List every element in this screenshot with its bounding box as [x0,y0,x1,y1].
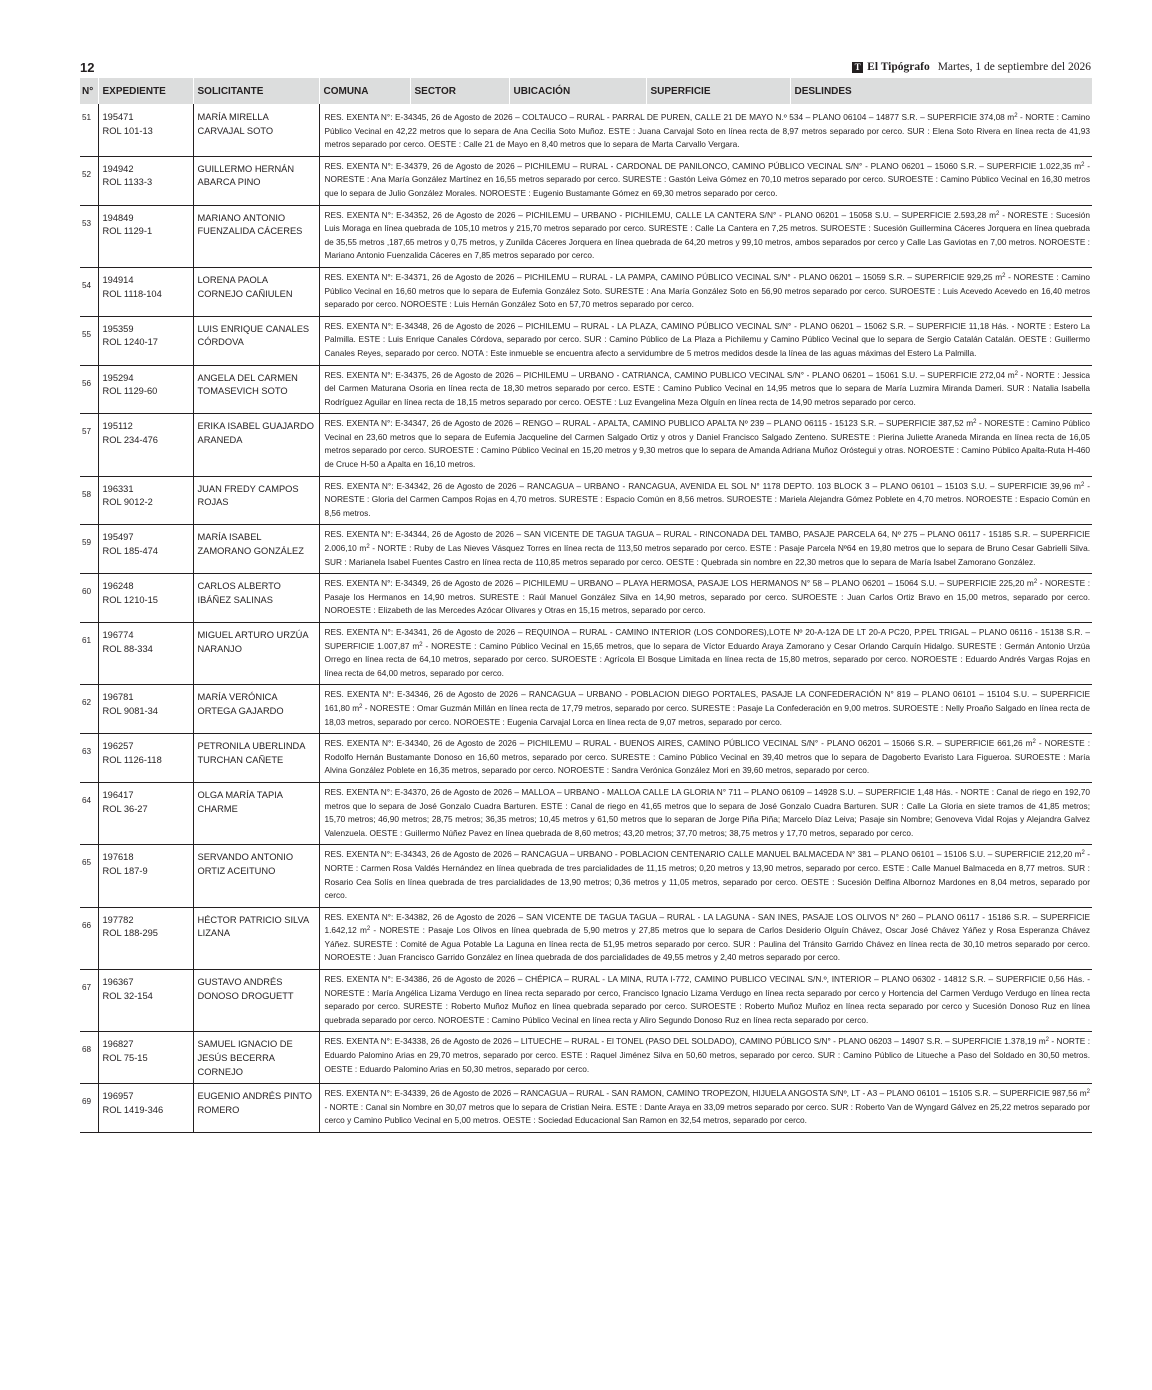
row-solicitante-text: SAMUEL IGNACIO DE JESÚS BECERRA CORNEJO [197,1039,293,1077]
row-number [80,623,98,685]
row-number-text: 54 [82,280,92,290]
row-solicitante-text: SERVANDO ANTONIO ORTIZ ACEITUNO [197,852,294,876]
row-expediente-text: 195112 [102,421,133,432]
row-solicitante-text: MARÍA VERÓNICA ORTEGA GAJARDO [197,692,284,716]
row-resolution-text [319,414,1092,476]
row-resolution-text [319,623,1092,685]
row-number-text: 65 [82,858,92,868]
row-expediente-text: ROL 9081-34 [102,705,158,716]
table-row [80,1084,1092,1133]
row-expediente-text: ROL 36-27 [102,803,148,814]
row-solicitante [193,104,319,156]
row-resolution-text [319,845,1092,907]
row-solicitante-text: ANGELA DEL CARMEN TOMASEVICH SOTO [197,372,298,397]
row-resolution-text-text: RES. EXENTA N°: E-34352, 26 de Agosto de 2026 – PICHILEMU – URBANO - PICHILEMU, CALLE LA CANTERA S/N° - PLANO 06201 – 15058 S.U. – SUPERFICIE 2.593,28 $m^2$ - NORESTE : Sucesión Luis Moraga en línea quebrada de 105,10 metros y 215,70 metros separado por cerco. SURESTE : Calle La Cantera en 7,25 metros. SUROESTE : Sucesión Guillermina Cáceres Jorquera en línea quebrada de 35,55 metros ,187,65 metros y 0,75 metros, y Zunilda Cáceres Jorquera en línea quebrada de 64,20 metros y 99,10 metros, ambos separados por cerco y Calle Las Gaviotas en 7,00 metros. NOROESTE : Mariano Antonio Fuenzalida Cáceres en 7,85 metros separado por cerco. [324,209,1090,261]
row-expediente-text: 197618 [102,852,134,863]
row-resolution-text-text: RES. EXENTA N°: E-34375, 26 de Agosto de 2026 – PICHILEMU – URBANO - CATRIANCA, CAMINO PUBLICO VECINAL S/N° - PLANO 06201 – 15061 S.U. – SUPERFICIE 272,04 $m^2$ - NORTE : Jessica del Carmen Maturana Osoria en línea recta de 18,30 metros separado por cerco. ESTE : Camino Publico Vecinal en 14,95 metros que lo separa de María Luzmira Miranda Dameri. SUR : Natalia Isabella Rodríguez Aguilar en línea recta de 18,15 metros separado por cerco. OESTE : Luz Evangelina Meza Olguín en línea recta de 14,90 metros separado por cerco. [324,369,1091,407]
row-expediente-text: 194849 [102,212,134,223]
row-solicitante-text: HÉCTOR PATRICIO SILVA LIZANA [197,914,309,939]
row-resolution-text [319,1084,1092,1133]
row-resolution-text [319,156,1092,205]
row-resolution-text [319,104,1092,156]
table-row [80,970,1092,1032]
row-number-text: 67 [82,983,92,993]
newspaper-logo-icon: T [852,62,863,73]
table-row [80,267,1092,316]
page-number: 12 [80,60,95,75]
row-expediente [98,623,193,685]
row-solicitante [193,156,319,205]
newspaper-name: El Tipógrafo [867,61,930,73]
row-resolution-text-text: RES. EXENTA N°: E-34382, 26 de Agosto de 2026 – SAN VICENTE DE TAGUA TAGUA – RURAL - LA LAGUNA - SAN INES, PASAJE LOS OLIVOS N° 260 – PLANO 06117 - 15186 S.R. – SUPERFICIE 1.642,12 $m^2$ - NORESTE : Pasaje Los Olivos en línea quebrada de 5,90 metros y 27,85 metros que lo separa de Carlos Desiderio Olguín Chávez, Oscar José Chávez Yáñez y Rosa Esperanza Chávez Yáñez. SURESTE : Comité de Agua Potable La Laguna en línea recta de 51,95 metros separado por cerco. SUR : Paulina del Tránsito Garrido Chávez en línea recta de 30,10 metros separado por cerco. NOROESTE : Juan Francisco Garrido González en línea quebrada de dos parcialidades de 49,55 metros y 2,40 metros separado por cerco. [324,911,1090,963]
row-number [80,685,98,734]
row-expediente-text: 194914 [102,274,134,285]
row-expediente-text: ROL 187-9 [102,865,148,876]
table-row [80,845,1092,907]
table-row [80,574,1092,623]
row-expediente [98,476,193,525]
row-resolution-text [319,782,1092,844]
row-expediente [98,970,193,1032]
row-solicitante [193,782,319,844]
row-solicitante [193,845,319,907]
row-expediente-text: ROL 1240-17 [102,337,158,348]
table-row [80,104,1092,156]
row-expediente-text: 196827 [102,1039,134,1050]
row-expediente [98,156,193,205]
table-body [80,104,1092,1133]
row-expediente-text: 196774 [102,630,134,640]
table-row [80,205,1092,267]
row-solicitante-text: GUILLERMO HERNÁN ABARCA PINO [197,163,295,188]
row-number-text: 60 [82,587,92,597]
row-expediente [98,845,193,907]
row-expediente-text: 197782 [102,914,134,925]
row-expediente-text: 196248 [102,581,134,592]
row-number [80,104,98,156]
row-number-text: 64 [82,795,92,805]
row-number-text: 55 [82,329,92,339]
row-resolution-text-text: RES. EXENTA N°: E-34344, 26 de Agosto de 2026 – SAN VICENTE DE TAGUA TAGUA – RURAL - RINCONADA DEL TAMBO, PASAJE PARCELA 64, Nº 275 – PLANO 06117 - 15185 S.R. – SUPERFICIE 2.006,10 $m^2$ - NORTE : Ruby de Las Nieves Vásquez Torres en línea recta de 113,50 metros separado por cerco. ESTE : Pasaje Parcela Nº64 en 19,80 metros que lo separa de Bruno Cesar Gabrielli Silva. SUR : Marianela Isabel Fuentes Castro en línea recta de 110,85 metros separado por cerco. OESTE : Quebrada sin nombre en 22,30 metros que lo separa de María Isabel Zamorano González. [324,529,1090,567]
table-row [80,156,1092,205]
row-resolution-text-text: RES. EXENTA N°: E-34342, 26 de Agosto de 2026 – RANCAGUA – URBANO - RANCAGUA, AVENIDA EL SOL N° 1178 DEPTO. 103 BLOCK 3 – PLANO 06101 – 15103 S.U. – SUPERFICIE 39,96 $m^2$ - NORESTE : Gloria del Carmen Campos Rojas en 4,70 metros. SURESTE : Espacio Común en 8,56 metros. SUROESTE : Mariela Alejandra Gómez Poblete en 4,70 metros. NOROESTE : Espacio Común en 8,56 metros. [324,480,1090,518]
row-expediente [98,685,193,734]
row-resolution-text-text: RES. EXENTA N°: E-34338, 26 de Agosto de 2026 – LITUECHE – RURAL - El TONEL (PASO DEL SOLDADO), CAMINO PÚBLICO S/N° - PLANO 06203 – 14907 S.R. – SUPERFICIE 1.378,19 $m^2$ - NORTE : Eduardo Palomino Arias en 29,70 metros, separado por cerco. ESTE : Raquel Jiménez Silva en 50,60 metros, separado por cerco. SUR : Camino Público de Litueche a Paso del Soldado en 30,50 metros. OESTE : Eduardo Palomino Arias en 50,30 metros, separado por cerco. [324,1036,1090,1074]
row-expediente-text: 195471 [102,112,134,122]
row-expediente-text: ROL 1210-15 [102,594,158,605]
row-resolution-text [319,205,1092,267]
row-solicitante [193,316,319,365]
row-expediente-text: ROL 32-154 [102,990,153,1001]
issue-date: Martes, 1 de septiembre del 2026 [937,61,1091,73]
row-number-text: 63 [82,747,92,757]
row-solicitante-text: OLGA MARÍA TAPIA CHARME [197,789,283,814]
row-number [80,414,98,476]
row-expediente-text: 196257 [102,741,134,752]
row-number [80,970,98,1032]
row-resolution-text [319,734,1092,783]
table-row [80,734,1092,783]
row-solicitante [193,205,319,267]
row-expediente [98,205,193,267]
row-expediente [98,525,193,574]
row-number [80,845,98,907]
row-expediente [98,782,193,844]
row-expediente-text: ROL 88-334 [102,643,153,654]
row-number [80,734,98,783]
row-expediente-text: ROL 1129-1 [102,226,153,237]
header-solicitante: SOLICITANTE [193,78,319,104]
row-number [80,574,98,623]
row-number-text: 58 [82,489,92,499]
header-comuna: COMUNA [319,78,410,104]
row-expediente-text: ROL 234-476 [102,434,158,445]
row-expediente-text: ROL 1118-104 [102,288,162,299]
row-resolution-text-text: RES. EXENTA N°: E-34341, 26 de Agosto de 2026 – REQUINOA – RURAL - CAMINO INTERIOR (LOS CONDORES),LOTE Nº 20-A-12A DE LT 20-A PC20, P.PEL TRIGAL – PLANO 06116 - 15138 S.R. – SUPERFICIE 1.007,87 $m^2$ - NORESTE : Camino Público Vecinal en 15,65 metros, que lo separa de Víctor Eduardo Araya Zamorano y Cesar Orlando Carquín Hidalgo. SURESTE : Germán Antonio Urzúa Orrego en línea recta de 64,10 metros, separado por cerco. SUROESTE : Agrícola El Bosque Limitada en línea recta de 15,80 metros, separado por cerco. NOROESTE : Eduardo Andrés Vargas Rojas en línea recta de 64,00 metros, separado por cerco. [324,627,1091,678]
row-resolution-text-text: RES. EXENTA N°: E-34346, 26 de Agosto de 2026 – RANCAGUA – URBANO - POBLACION DIEGO PORTALES, PASAJE LA CONFEDERACIÓN N° 819 – PLANO 06101 – 15104 S.U. – SUPERFICIE 161,80 $m^2$ - NORESTE : Omar Guzmán Millán en línea recta de 17,79 metros, separado por cerco. SURESTE : Pasaje La Confederación en 9,00 metros. SUROESTE : Nelly Proaño Salgado en línea recta de 18,03 metros, separado por cerco. NOROESTE : Eugenia Carvajal Lorca en línea recta de 9,07 metros, separado por cerco. [324,689,1090,727]
header-sector: SECTOR [410,78,509,104]
header-expediente: EXPEDIENTE [98,78,193,104]
table-row [80,907,1092,969]
row-solicitante-text: JUAN FREDY CAMPOS ROJAS [197,483,299,508]
row-number-text: 66 [82,920,92,930]
row-solicitante [193,685,319,734]
row-expediente-text: ROL 1129-60 [102,386,158,397]
row-expediente-text: 196367 [102,977,134,988]
row-number-text: 51 [82,113,92,122]
row-solicitante-text: MARÍA ISABEL ZAMORANO GONZÁLEZ [197,532,304,557]
row-solicitante-text: LORENA PAOLA CORNEJO CAÑIULEN [197,274,293,299]
row-resolution-text [319,365,1092,414]
table-row [80,623,1092,685]
header-ubicacion: UBICACIÓN [509,78,646,104]
row-solicitante [193,414,319,476]
row-expediente-text: ROL 9012-2 [102,497,153,508]
table-row [80,365,1092,414]
row-expediente [98,574,193,623]
row-resolution-text-text: RES. EXENTA N°: E-34345, 26 de Agosto de 2026 – COLTAUCO – RURAL - PARRAL DE PUREN, CALLE 21 DE MAYO N.º 534 – PLANO 06104 – 14877 S.R. – SUPERFICIE 374,08 $m^2$ - NORTE : Camino Público Vecinal en 42,22 metros que lo separa de Ana Cecilia Soto Muñoz. ESTE : Juana Carvajal Soto en línea recta de 8,97 metros separado por cerco. SUR : Elena Soto Rivera en línea recta de 41,93 metros separado por cerco. OESTE : Calle 21 de Mayo en 8,40 metros que lo separa de Marta Carvallo Vergara. [324,112,1090,150]
header-deslindes: DESLINDES [790,78,1092,104]
row-expediente [98,365,193,414]
row-resolution-text-text: RES. EXENTA N°: E-34379, 26 de Agosto de 2026 – PICHILEMU – RURAL - CARDONAL DE PANILONCO, CAMINO PÚBLICO VECINAL S/N° - PLANO 06201 – 15060 S.R. – SUPERFICIE 1.022,35 $m^2$ - NORESTE : Ana María González Martínez en 16,55 metros separado por cerco. SURESTE : Gastón Leiva Gómez en 70,10 metros separado por cerco. SUROESTE : Camino Público Vecinal en 16,30 metros que lo separa de Julio González Morales. NOROESTE : Eugenio Bustamante Gómez en 69,30 metros separado por cerco. [324,160,1090,198]
row-expediente-text: 195359 [102,323,134,334]
row-solicitante-text: MIGUEL ARTURO URZÚA NARANJO [197,630,309,654]
row-number [80,205,98,267]
row-resolution-text [319,316,1092,365]
table-header [80,78,1092,104]
row-expediente-text: 196957 [102,1091,134,1102]
row-solicitante-text: LUIS ENRIQUE CANALES CÓRDOVA [197,323,310,348]
row-expediente [98,316,193,365]
row-solicitante [193,623,319,685]
row-number-text: 56 [82,378,92,388]
row-number-text: 68 [82,1045,92,1055]
row-expediente [98,907,193,969]
row-number [80,1084,98,1133]
row-solicitante-text: EUGENIO ANDRÉS PINTO ROMERO [197,1091,313,1115]
row-expediente-text: 195497 [102,532,134,543]
row-expediente-text: ROL 185-474 [102,546,158,557]
row-solicitante [193,476,319,525]
row-number-text: 59 [82,538,92,548]
row-resolution-text-text: RES. EXENTA N°: E-34349, 26 de Agosto de 2026 – PICHILEMU – URBANO – PLAYA HERMOSA, PASAJE LOS HERMANOS N° 58 – PLANO 06201 – 15064 S.U. – SUPERFICIE 225,20 $m^2$ - NORESTE : Pasaje los Hermanos en 14,90 metros. SURESTE : Raúl Manuel González Silva en 14,90 metros, separado por cerco. SUROESTE : Juan Carlos Ortiz Bravo en 15,00 metros, separado por cerco. NOROESTE : Elizabeth de las Mercedes Azócar Olivares y Otras en 15,15 metros, separado por cerco. [324,578,1091,616]
header-number: N° [80,78,98,104]
row-resolution-text-text: RES. EXENTA N°: E-34339, 26 de Agosto de 2026 – RANCAGUA – RURAL - SAN RAMON, CAMINO TROPEZON, HIJUELA ANGOSTA S/Nº, LT - A3 – PLANO 06101 – 15105 S.R. – SUPERFICIE 987,56 $m^2$ - NORTE : Canal sin Nombre en 30,07 metros que lo separa de Cristian Neira. ESTE : Dante Araya en 33,09 metros separado por cerco. SUR : Roberto Van de Wyngard Gálvez en 25,22 metros separado por cerco y Camino Publico Vecinal en 5,00 metros. OESTE : Sociedad Educacional San Ramon en 32,54 metros, separado por cerco. [324,1088,1090,1126]
table-row [80,525,1092,574]
row-number-text: 57 [82,427,92,437]
row-number-text: 61 [82,636,92,645]
row-number [80,316,98,365]
masthead [852,61,1091,73]
row-solicitante [193,525,319,574]
row-solicitante [193,365,319,414]
row-resolution-text [319,970,1092,1032]
row-expediente-text: 194942 [102,163,134,174]
table-row [80,316,1092,365]
row-expediente-text: 196781 [102,692,134,703]
row-expediente [98,414,193,476]
row-number [80,156,98,205]
row-expediente [98,1084,193,1133]
row-solicitante [193,907,319,969]
row-solicitante [193,970,319,1032]
table-row [80,1032,1092,1084]
row-resolution-text [319,907,1092,969]
row-solicitante-text: MARIANO ANTONIO FUENZALIDA CÁCERES [197,212,303,237]
row-resolution-text [319,685,1092,734]
row-resolution-text-text: RES. EXENTA N°: E-34343, 26 de Agosto de 2026 – RANCAGUA – URBANO - POBLACION CENTENARIO CALLE MANUEL BALMACEDA N° 381 – PLANO 06101 – 15106 S.U. – SUPERFICIE 212,20 $m^2$ - NORTE : Carmen Rosa Valdés Hernández en línea quebrada de tres parcialidades de 11,15 metros; 0,20 metros y 13,90 metros, separado por cerco. ESTE : Calle Manuel Balmaceda en 8,77 metros. SUR : Rosario Cea Solís en línea quebrada de tres parcialidades de 13,90 metros; 0,36 metros y 11,05 metros, separado por cerco. OESTE : Sucesión Delfina Albornoz Mardones en 8,04 metros, separado por cerco. [324,849,1090,901]
row-expediente-text: ROL 188-295 [102,928,158,939]
row-expediente [98,734,193,783]
row-resolution-text [319,1032,1092,1084]
row-solicitante [193,1084,319,1133]
table-row [80,685,1092,734]
row-expediente-text: ROL 75-15 [102,1053,148,1064]
row-solicitante-text: MARÍA MIRELLA CARVAJAL SOTO [197,112,274,136]
row-resolution-text-text: RES. EXENTA N°: E-34348, 26 de Agosto de 2026 – PICHILEMU – RURAL - LA PLAZA, CAMINO PÚBLICO VECINAL S/N° - PLANO 06201 – 15062 S.R. – SUPERFICIE 11,18 Hás. - NORTE : Estero La Palmilla. ESTE : Luis Enrique Canales Córdova, separado por cerco. SUR : Camino Público de La Plaza a Pichilemu y Camino Público Vecinal que lo separa de Sergio Catalán Catalán. OESTE : Guillermo Canales Reyes, separado por cerco. NOTA : Este inmueble se encuentra afecto a servidumbre de 5 metros medidos desde la línea de las aguas máximas del Estero La Palmilla. [324,320,1090,358]
row-solicitante [193,574,319,623]
row-expediente-text: 196331 [102,483,134,494]
row-expediente-text: 195294 [102,372,134,383]
row-resolution-text [319,476,1092,525]
row-number-text: 62 [82,698,92,708]
row-number [80,267,98,316]
row-solicitante-text: PETRONILA UBERLINDA TURCHAN CAÑETE [197,741,305,765]
table-row [80,414,1092,476]
row-resolution-text-text: RES. EXENTA N°: E-34371, 26 de Agosto de 2026 – PICHILEMU – RURAL - LA PAMPA, CAMINO PÚBLICO VECINAL S/N° - PLANO 06201 – 15059 S.R. – SUPERFICIE 929,25 $m^2$ - NORESTE : Camino Público Vecinal en 16,60 metros que lo separa de Eufemia González Soto. SURESTE : Ana María González Soto en 56,90 metros separado por cerco. SUROESTE : Luis Acevedo Acevedo en 16,40 metros separado por cerco. NOROESTE : Luis Hernán González Soto en 57,70 metros separado por cerco. [324,271,1090,310]
header-superficie: SUPERFICIE [646,78,790,104]
row-expediente-text: 196417 [102,789,134,800]
row-expediente-text: ROL 1419-346 [102,1104,164,1115]
row-number [80,476,98,525]
row-solicitante-text: GUSTAVO ANDRÉS DONOSO DROGUETT [197,977,294,1001]
row-resolution-text-text: RES. EXENTA N°: E-34386, 26 de Agosto de 2026 – CHÉPICA – RURAL - LA MINA, RUTA I-772, CAMINO PUBLICO VECINAL S/N.º, INTERIOR – PLANO 06302 - 14812 S.R. – SUPERFICIE 0,56 Hás. - NORESTE : María Angélica Lizama Verdugo en línea recta separado por cerco, Francisco Ignacio Lizama Verdugo en línea recta separado por cerco y Hortencia del Carmen Verdugo Verdugo en línea recta separado por cerco. SURESTE : Roberto Muñoz Muñoz en línea quebrada separado por cerco. SUROESTE : Roberto Muñoz Muñoz en línea recta separado por cerco y Sucesión Donoso Ruz en línea quebrada separado por cerco. NOROESTE : Camino Público Vecinal en línea recta y Aliro Segundo Donoso Ruz en línea recta separado por cerco. [324,974,1090,1025]
row-number [80,907,98,969]
row-solicitante-text: CARLOS ALBERTO IBÁÑEZ SALINAS [197,581,281,605]
row-number [80,1032,98,1084]
row-expediente-text: ROL 1126-118 [102,754,162,765]
row-resolution-text [319,525,1092,574]
row-number-text: 69 [82,1097,92,1107]
row-number-text: 52 [82,169,92,179]
row-solicitante [193,267,319,316]
row-number [80,365,98,414]
deslindes-table-wrap [80,78,1092,1133]
row-expediente [98,104,193,156]
row-resolution-text-text: RES. EXENTA N°: E-34370, 26 de Agosto de 2026 – MALLOA – URBANO - MALLOA CALLE LA GLORIA N° 711 – PLANO 06109 – 14928 S.U. – SUPERFICIE 1,48 Hás. - NORTE : Canal de riego en 192,70 metros que lo separa de José Gonzalo Cuadra Barturen. ESTE : Canal de riego en 41,65 metros que lo separa de José Gonzalo Cuadra Barturen. SUR : Calle La Gloria en siete tramos de 41,85 metros; 15,70 metros; 46,90 metros; 28,75 metros; 36,35 metros; 10,45 metros y 61,50 metros que lo separan de Jorge Piña Piña; Marcelo Díaz Leiva; Pasaje sin Nombre; Genoveva Vidal Rojas y Alejandra Galvez Valenzuela. OESTE : Guillermo Núñez Pavez en línea quebrada de 8,60 metros; 43,20 metros; 37,70 metros; 38,75 metros y 17,70 metros, separado por cerco. [324,786,1090,838]
row-expediente-text: ROL 101-13 [102,125,153,136]
row-expediente-text: ROL 1133-3 [102,177,153,188]
deslindes-table [80,78,1092,1133]
row-expediente [98,1032,193,1084]
row-expediente [98,267,193,316]
row-solicitante [193,734,319,783]
row-number [80,782,98,844]
table-row [80,782,1092,844]
row-resolution-text [319,267,1092,316]
row-resolution-text-text: RES. EXENTA N°: E-34347, 26 de Agosto de 2026 – RENGO – RURAL - APALTA, CAMINO PUBLICO APALTA Nº 239 – PLANO 06115 - 15123 S.R. – SUPERFICIE 387,52 $m^2$ - NORESTE : Camino Público Vecinal en 23,60 metros que lo separa de Eufemia Jacqueline del Carmen Salgado Ortiz y otros y Daniel Francisco Salgado Zenteno. SURESTE : Pierina Juliette Araneda Miranda en línea recta de 16,05 metros separado por cerco. SUROESTE : Camino Público Vecinal en 15,20 metros y 9,30 metros que lo separa de Amanda Adriana Muñoz Oróstegui y otras. NOROESTE : Camino Público Apalta-Ruta H-460 de Cruce H-50 a Apalta en 16,10 metros. [324,418,1090,470]
row-number-text: 53 [82,218,92,228]
row-resolution-text-text: RES. EXENTA N°: E-34340, 26 de Agosto de 2026 – PICHILEMU – RURAL - BUENOS AIRES, CAMINO PÚBLICO VECINAL S/N° - PLANO 06201 – 15066 S.R. – SUPERFICIE 661,26 $m^2$ - NORESTE : Rodolfo Hernán Bustamante Donoso en 16,60 metros, separado por cerco. SURESTE : Camino Público Vecinal en 39,40 metros que lo separa de Dagoberto Evaristo Lara Figueroa. SUROESTE : María Alvina González Poblete en 16,35 metros, separado por cerco. NOROESTE : Sandra Verónica González Mori en 39,60 metros, separado por cerco. [324,738,1091,776]
row-number [80,525,98,574]
row-resolution-text [319,574,1092,623]
row-solicitante-text: ERIKA ISABEL GUAJARDO ARANEDA [197,421,314,445]
row-solicitante [193,1032,319,1084]
table-row [80,476,1092,525]
